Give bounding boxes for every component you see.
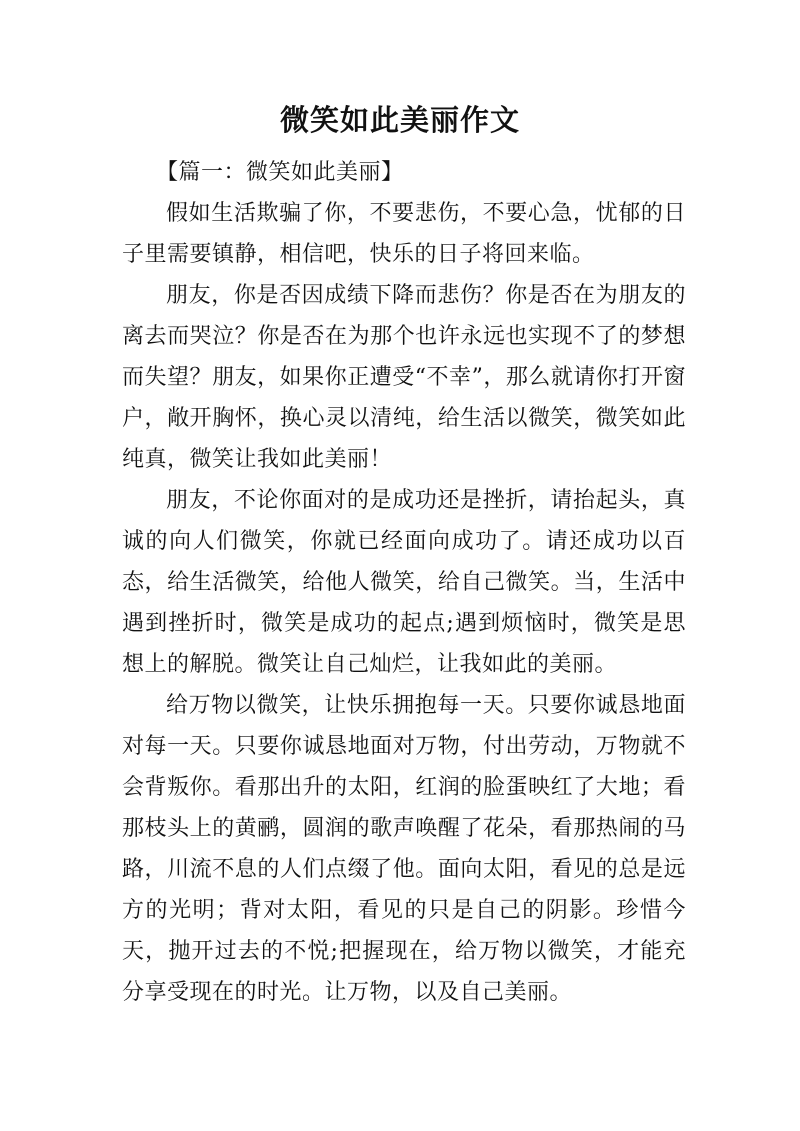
paragraph-4: 给万物以微笑，让快乐拥抱每一天。只要你诚恳地面对每一天。只要你诚恳地面对万物，付出劳动，万物就不会背叛你。看那出升的太阳，红润的脸蛋映红了大地；看那枝头上的黄鹂，圆润的歌声唤醒了花朵，看那热闹的马路，川流不息的人们点缀了他。面向太阳，看见的总是远方的光明；背对太阳，看见的只是自己的阴影。珍惜今天，抛开过去的不悦;把握现在，给万物以微笑，才能充分享受现在的时光。让万物，以及自己美丽。 xyxy=(122,693,686,1005)
page-title: 微笑如此美丽作文 xyxy=(279,103,520,137)
paragraph-2: 朋友，你是否因成绩下降而悲伤？你是否在为朋友的离去而哭泣？你是否在为那个也许永远也实现不了的梦想而失望？朋友，如果你正遭受“不幸”，那么就请你打开窗户，敞开胸怀，换心灵以清纯，给生活以微笑，微笑如此纯真，微笑让我如此美丽！ xyxy=(122,283,686,472)
paragraph-1: 假如生活欺骗了你，不要悲伤，不要心急，忧郁的日子里需要镇静，相信吧，快乐的日子将回来临。 xyxy=(122,201,686,267)
paragraph-3: 朋友，不论你面对的是成功还是挫折，请抬起头，真诚的向人们微笑，你就已经面向成功了。请还成功以百态，给生活微笑，给他人微笑，给自己微笑。当，生活中遇到挫折时，微笑是成功的起点;遇到烦恼时，微笑是思想上的解脱。微笑让自己灿烂，让我如此的美丽。 xyxy=(122,488,686,677)
section-heading: 【篇一：微笑如此美丽】 xyxy=(156,160,404,185)
article-body xyxy=(122,152,686,1013)
